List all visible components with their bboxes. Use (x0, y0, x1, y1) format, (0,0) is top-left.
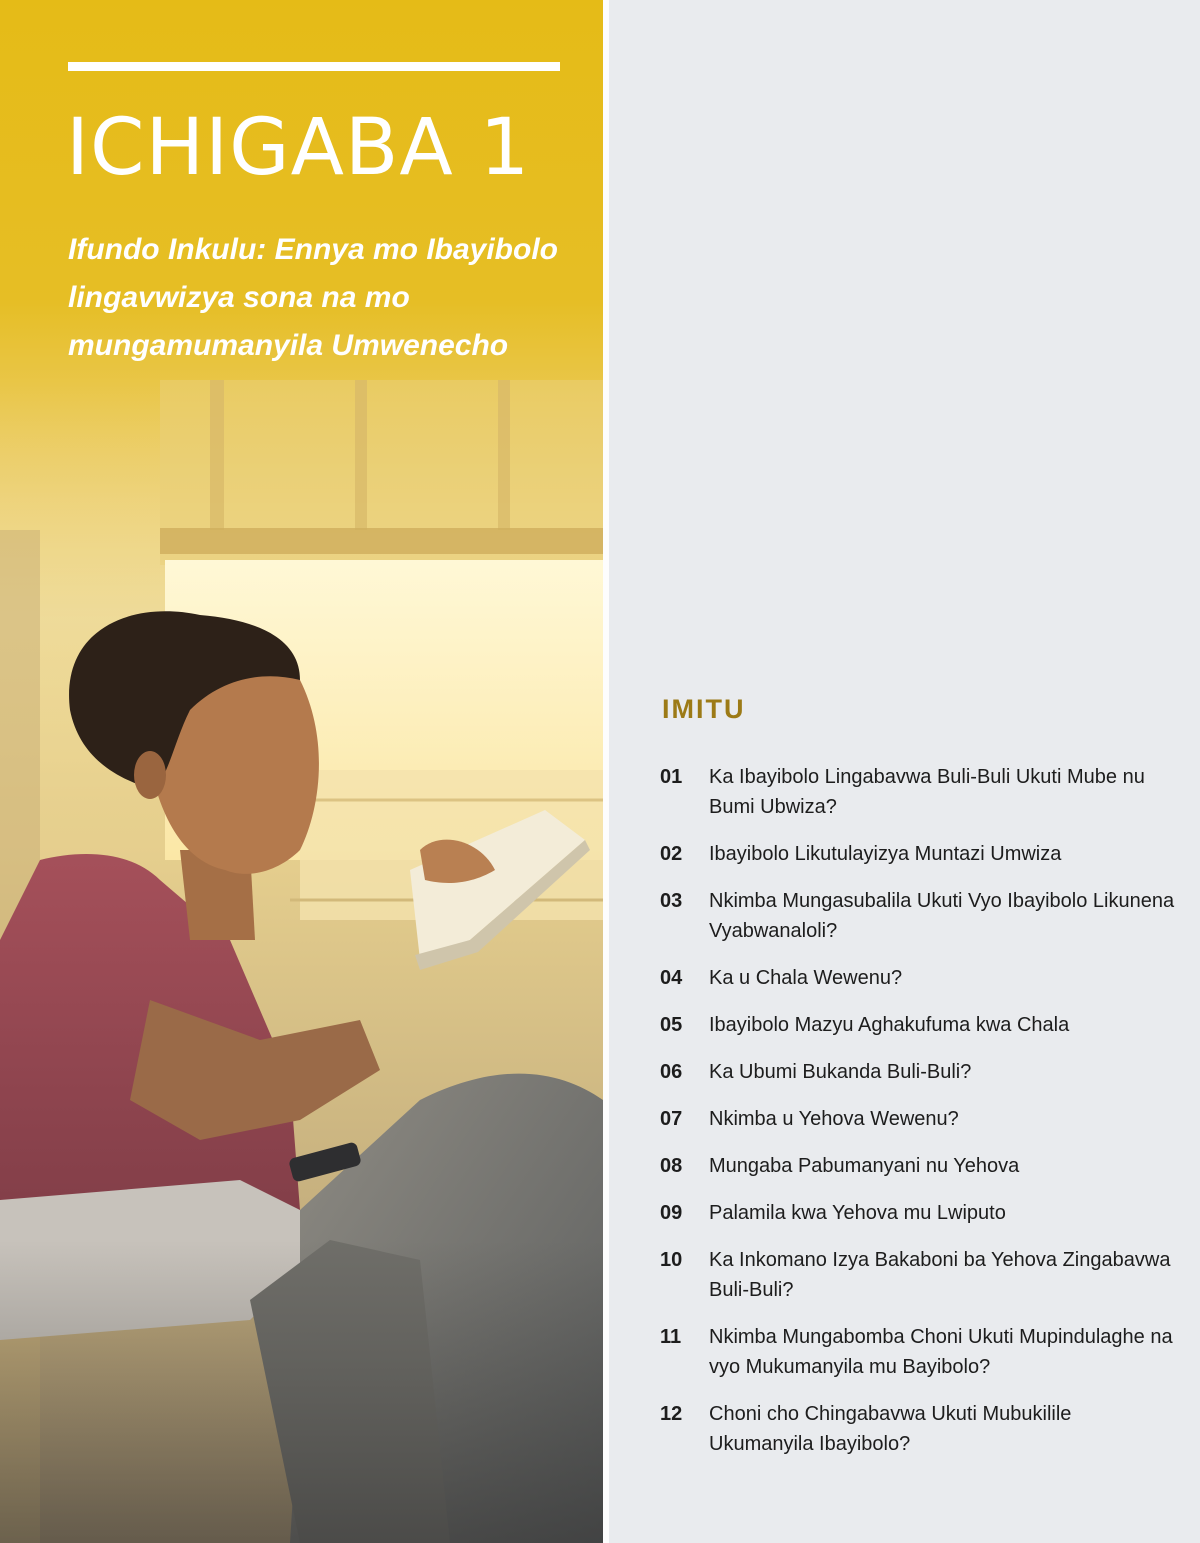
toc-title: Ka u Chala Wewenu? (709, 967, 903, 989)
contents-heading: IMITU (662, 694, 746, 724)
toc-item-08[interactable] (660, 1151, 1180, 1181)
toc-number: 02 (660, 843, 683, 865)
toc-number: 09 (660, 1202, 683, 1224)
toc-title: Nkimba Mungasubalila Ukuti Vyo Ibayibolo Likunena Vyabwanaloli? (709, 890, 1175, 942)
toc-number: 07 (660, 1108, 683, 1130)
toc-item-04[interactable] (660, 963, 1180, 993)
contents-panel (609, 0, 1200, 1543)
toc-title: Ibayibolo Likutulayizya Muntazi Umwiza (709, 843, 1062, 865)
toc-item-09[interactable] (660, 1198, 1180, 1228)
toc-item-12[interactable] (660, 1399, 1180, 1459)
toc-number: 05 (660, 1014, 683, 1036)
toc-item-02[interactable] (660, 839, 1180, 869)
toc-title: Ka Ubumi Bukanda Buli-Buli? (709, 1061, 972, 1083)
toc-number: 06 (660, 1061, 683, 1083)
toc-title: Palamila kwa Yehova mu Lwiputo (709, 1202, 1006, 1224)
toc-item-01[interactable] (660, 762, 1180, 822)
toc-title: Mungaba Pabumanyani nu Yehova (709, 1155, 1020, 1177)
toc-number: 12 (660, 1403, 683, 1425)
toc-item-11[interactable] (660, 1322, 1180, 1382)
toc-title: Ka Inkomano Izya Bakaboni ba Yehova Zingabavwa Buli-Buli? (709, 1249, 1171, 1301)
toc-number: 04 (660, 967, 683, 989)
toc-item-03[interactable] (660, 886, 1180, 946)
toc-item-05[interactable] (660, 1010, 1180, 1040)
toc-title: Choni cho Chingabavwa Ukuti Mubukilile Ukumanyila Ibayibolo? (709, 1403, 1072, 1455)
toc-item-10[interactable] (660, 1245, 1180, 1305)
toc-number: 01 (660, 766, 683, 788)
title-rule (68, 62, 560, 71)
toc-title: Ibayibolo Mazyu Aghakufuma kwa Chala (709, 1014, 1070, 1036)
toc-number: 08 (660, 1155, 683, 1177)
toc-title: Nkimba Mungabomba Choni Ukuti Mupindulaghe na vyo Mukumanyila mu Bayibolo? (709, 1326, 1173, 1378)
toc-item-06[interactable] (660, 1057, 1180, 1087)
reading-man-illustration (0, 380, 603, 1543)
part-subtitle: Ifundo Inkulu: Ennya mo Ibayibolo lingavwizya sona na mo mungamumanyila Umwenecho (68, 233, 558, 362)
toc-title: Ka Ibayibolo Lingabavwa Buli-Buli Ukuti Mube nu Bumi Ubwiza? (709, 766, 1145, 818)
toc-title: Nkimba u Yehova Wewenu? (709, 1108, 959, 1130)
toc-number: 11 (660, 1326, 682, 1348)
contents-list (660, 762, 1180, 1476)
toc-item-07[interactable] (660, 1104, 1180, 1134)
toc-number: 03 (660, 890, 683, 912)
part-title: ICHIGABA 1 (66, 103, 531, 193)
toc-number: 10 (660, 1249, 683, 1271)
